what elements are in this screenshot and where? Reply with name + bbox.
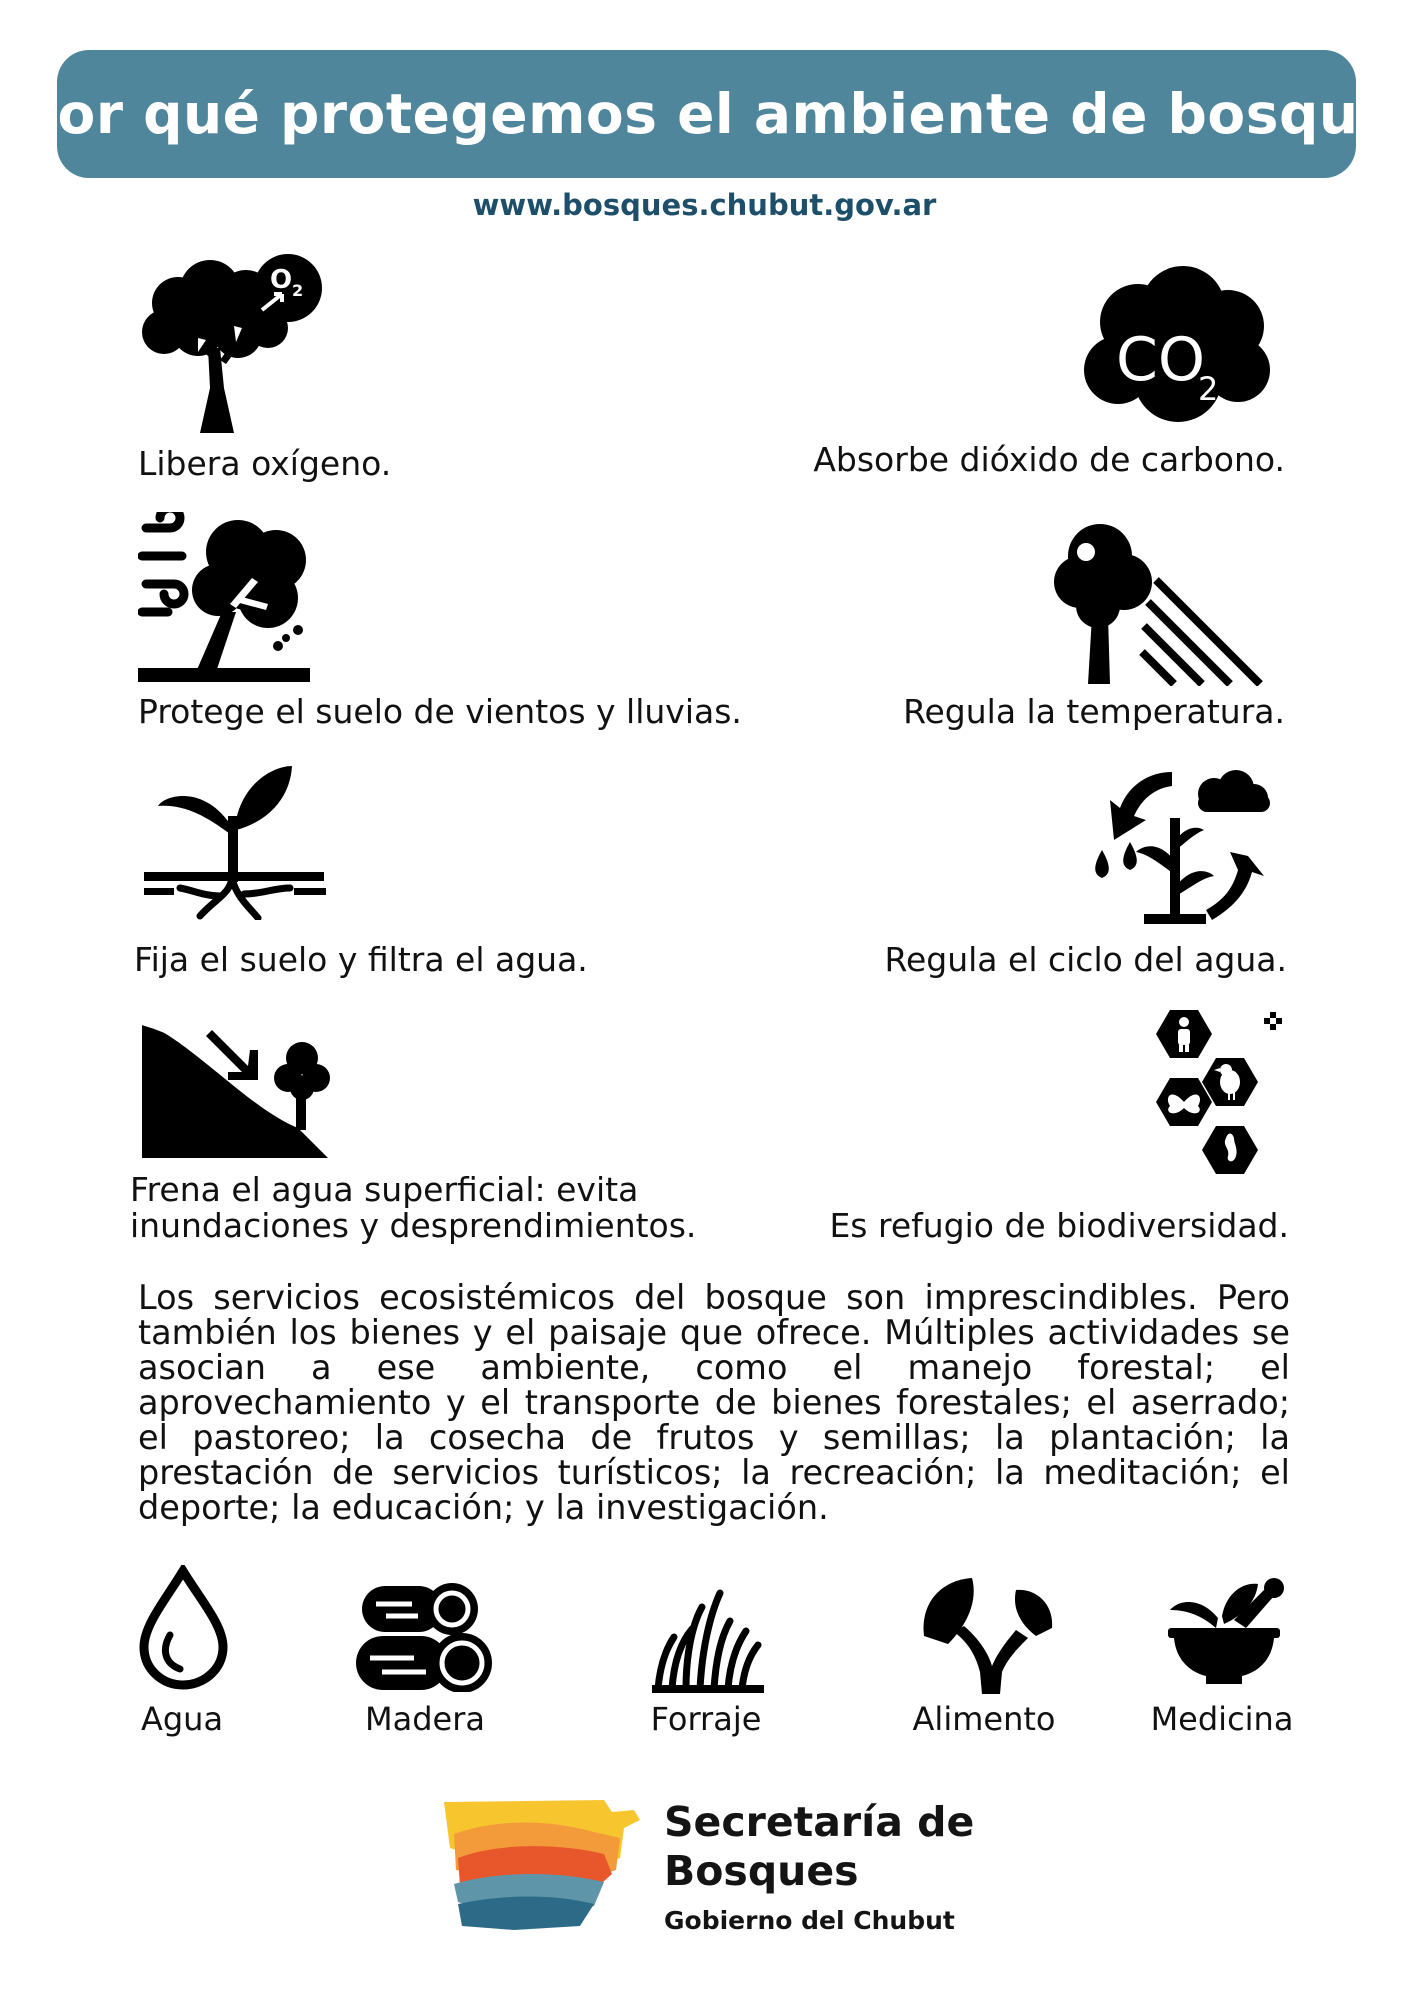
- footer-secretaria: Secretaría de: [664, 1798, 975, 1846]
- benefit-label-soil-water: Fija el suelo y filtra el agua.: [134, 940, 588, 979]
- resource-label-food: Alimento: [912, 1700, 1056, 1738]
- biodiversity-hexagons-icon: [1134, 1010, 1294, 1182]
- resource-label-wood: Madera: [365, 1700, 485, 1738]
- tree-oxygen-icon: [138, 248, 328, 433]
- benefit-label-water-cycle: Regula el ciclo del agua.: [884, 940, 1287, 979]
- resource-label-forage: Forraje: [650, 1700, 762, 1738]
- resource-label-medicine: Medicina: [1150, 1700, 1294, 1738]
- mushroom-icon: [918, 1572, 1058, 1697]
- footer-gobierno: Gobierno del Chubut: [664, 1906, 955, 1935]
- secretaria-logo-icon: [444, 1798, 644, 1933]
- water-cycle-icon: [1088, 760, 1274, 940]
- benefit-label-temperature: Regula la temperatura.: [903, 692, 1285, 731]
- co2-text: CO: [1116, 325, 1206, 395]
- svg-text:O: O: [270, 265, 293, 295]
- tree-wind-icon: [138, 512, 318, 687]
- resource-label-water: Agua: [140, 1700, 224, 1738]
- co2-cloud-icon: [1078, 262, 1278, 432]
- benefit-label-runoff-line1: Frena el agua superficial: evita: [130, 1170, 639, 1209]
- benefit-label-wind: Protege el suelo de vientos y lluvias.: [138, 692, 742, 731]
- logs-icon: [356, 1582, 496, 1692]
- grass-icon: [650, 1585, 765, 1695]
- sprout-roots-icon: [144, 760, 329, 920]
- water-drop-icon: [136, 1565, 231, 1690]
- svg-text:2: 2: [292, 281, 304, 300]
- footer-bosques: Bosques: [664, 1847, 859, 1895]
- landslide-icon: [138, 1018, 333, 1163]
- benefit-label-biodiversity: Es refugio de biodiversidad.: [829, 1206, 1289, 1245]
- mortar-herbs-icon: [1166, 1576, 1286, 1688]
- ecosystem-services-paragraph: Los servicios ecosistémicos del bosque son imprescindibles. Pero también los bienes y el paisaje que ofrece. Múltiples actividades se asocian a ese ambiente, como el manejo forestal; el aprovechamiento y el transporte de bienes forestales; el aserrado; el pastoreo; la cosecha de frutos y semillas; la plantación; la prestación de servicios turísticos; la recreación; la meditación; el deporte; la educación; y la investigación.: [138, 1278, 1290, 1527]
- benefit-label-runoff-line2: inundaciones y desprendimientos.: [130, 1206, 697, 1245]
- website-url[interactable]: www.bosques.chubut.gov.ar: [472, 188, 937, 222]
- co2-subscript: 2: [1198, 370, 1219, 408]
- page-title: Por qué protegemos el ambiente de bosque: [16, 82, 1397, 146]
- title-bar: [16, 50, 1397, 178]
- benefit-label-oxygen: Libera oxígeno.: [138, 444, 392, 483]
- benefit-label-co2: Absorbe dióxido de carbono.: [813, 440, 1285, 479]
- tree-sunlight-icon: [1048, 516, 1268, 686]
